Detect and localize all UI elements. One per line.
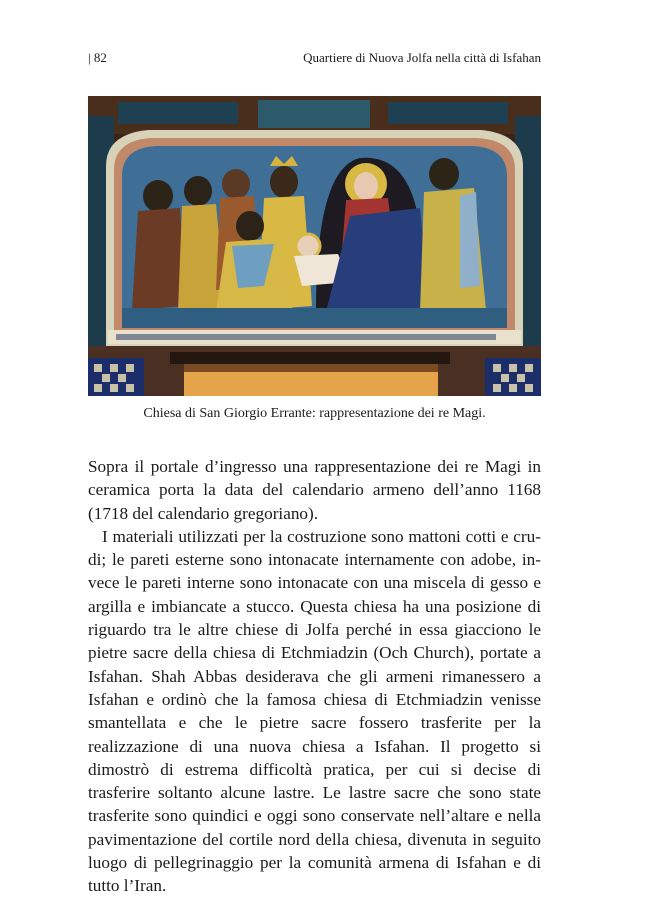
magi-tile-photo [88, 96, 541, 396]
paragraph: Sopra il portale d’ingresso una rappresentazione dei re Magi in ceramica porta la data del calendario armeno dell’anno 1168 (1718 del calendario gregoriano). [88, 457, 541, 523]
figure-caption: Chiesa di San Giorgio Errante: rappresentazione dei re Magi. [143, 406, 486, 421]
paragraph: I materiali utilizzati per la costruzione sono mattoni cotti e crudi; le pareti esterne sono intonacate internamente con adobe, invece le pareti interne sono intonacate con una miscela di gesso e argilla e imbiancate a stucco. Questa chiesa ha una posizione di riguardo tra le altre chiese di Jolfa perché in essa giacciono le pietre sacre della chiesa di Etchmiadzin (Och Church), portate a Isfahan. Shah Abbas desiderava che gli armeni rimanessero a Isfahan e ordinò che la famosa chiesa di Etchmiadzin venisse smantellata e che le pietre sacre fossero trasferite per la realizzazione di una nuova chiesa a Isfahan. Il progetto si dimostrò di estrema difficoltà pratica, per cui si decise di trasferire soltanto alcune lastre. Le lastre sacre che sono state trasferite sono quindici e oggi sono conservate nell’altare e nella pavimentazione del cortile nord della chiesa, divenuta in seguito luogo di pellegrinaggio per la comunità armena di Isfahan e di tutto l’Iran. [88, 526, 541, 896]
running-title: Quartiere di Nuova Jolfa nella città di Isfahan [303, 50, 541, 65]
body-text [88, 455, 541, 898]
magi-tile-illustration [88, 96, 541, 396]
page-header [88, 50, 541, 70]
page-number: | 82 [88, 50, 107, 65]
